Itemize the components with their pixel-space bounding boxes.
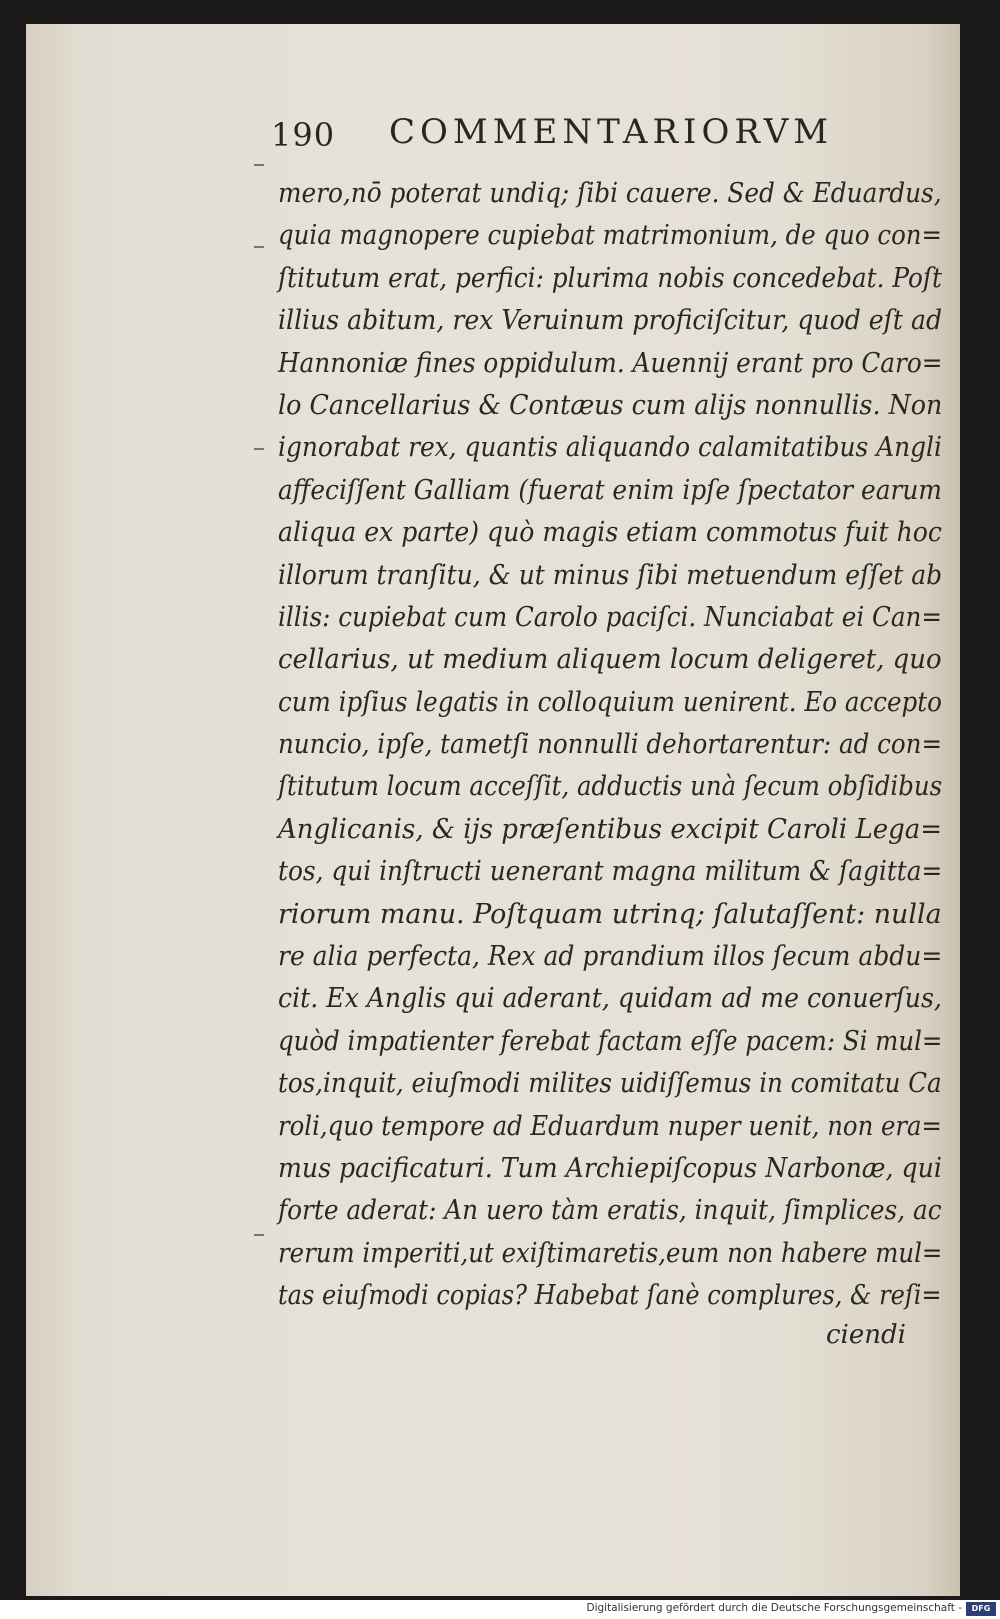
text-line: illis: cupiebat cum Carolo paciſci. Nunciabat ei Can=: [278, 600, 942, 633]
text-line: nuncio, ipſe, tametſi nonnulli dehortarentur: ad con=: [278, 728, 943, 761]
footer-credit: Digitalisierung gefördert durch die Deutsche Forschungsgemeinschaft -: [586, 1602, 962, 1614]
margin-mark: [254, 1234, 264, 1236]
dfg-logo-icon: DFG: [966, 1602, 996, 1616]
text-line: lo Cancellarius & Contæus cum alijs nonnullis. Non: [278, 388, 943, 421]
footer: [0, 1600, 1000, 1619]
text-line: Hannoniæ fines oppidulum. Auennij erant pro Caro=: [278, 346, 943, 379]
text-line: illius abitum, rex Veruinum proficiſcitur, quod eſt ad: [278, 304, 943, 337]
margin-mark: [254, 448, 264, 450]
text-line: ſtitutum erat, perfici: plurima nobis concedebat. Poſt: [278, 261, 942, 294]
text-line: illorum tranſitu, & ut minus ſibi metuendum eſſet ab: [278, 558, 943, 591]
text-line: re alia perfecta, Rex ad prandium illos ſecum abdu=: [278, 940, 943, 973]
text-line: mus pacificaturi. Tum Archiepiſcopus Narbonæ, qui: [278, 1151, 942, 1184]
text-line: cellarius, ut medium aliquem locum deligeret, quo: [278, 643, 942, 676]
book-page: [26, 24, 960, 1596]
text-line: tas eiuſmodi copias? Habebat ſanè complures, & reſi=: [278, 1279, 942, 1312]
text-line: forte aderat: An uero tàm eratis, inquit, ſimplices, ac: [278, 1194, 942, 1227]
text-line: ignorabat rex, quantis aliquando calamitatibus Angli: [278, 431, 942, 464]
text-line: quòd impatienter ferebat factam eſſe pacem: Si mul=: [278, 1024, 943, 1057]
text-line: ſtitutum locum acceſſit, adductis unà ſecum obſidibus: [278, 770, 943, 803]
page-number: 190: [271, 116, 336, 154]
text-line: mero,nō poterat undiq; ſibi cauere. Sed & Eduardus,: [278, 177, 942, 209]
text-line: aliqua ex parte) quò magis etiam commotus fuit hoc: [278, 516, 942, 549]
text-line: cum ipſius legatis in colloquium uenirent. Eo accepto: [278, 685, 942, 718]
running-title: COMMENTARIORVM: [389, 112, 834, 152]
text-line: tos, qui inſtructi uenerant magna militum & ſagitta=: [278, 855, 943, 888]
text-line: riorum manu. Poſtquam utrinq; ſalutaſſent: nulla: [278, 897, 942, 930]
catchword: ciendi: [826, 1320, 906, 1350]
text-line: Anglicanis, & ijs præſentibus excipit Caroli Lega=: [278, 812, 943, 845]
text-line: rerum imperiti,ut exiſtimaretis,eum non habere mul=: [278, 1236, 943, 1269]
text-line: tos,inquit, eiuſmodi milites uidiſſemus in comitatu Ca: [278, 1067, 942, 1100]
body-text: [278, 172, 948, 1317]
running-head: [271, 112, 871, 164]
text-line: roli,quo tempore ad Eduardum nuper uenit, non era=: [278, 1109, 942, 1142]
text-line: affeciſſent Galliam (fuerat enim ipſe ſpectator earum: [278, 473, 942, 506]
margin-mark: [254, 164, 264, 166]
margin-mark: [254, 246, 264, 248]
text-line: cit. Ex Anglis qui aderant, quidam ad me conuerſus,: [278, 982, 942, 1015]
text-line: quia magnopere cupiebat matrimonium, de quo con=: [278, 219, 943, 252]
